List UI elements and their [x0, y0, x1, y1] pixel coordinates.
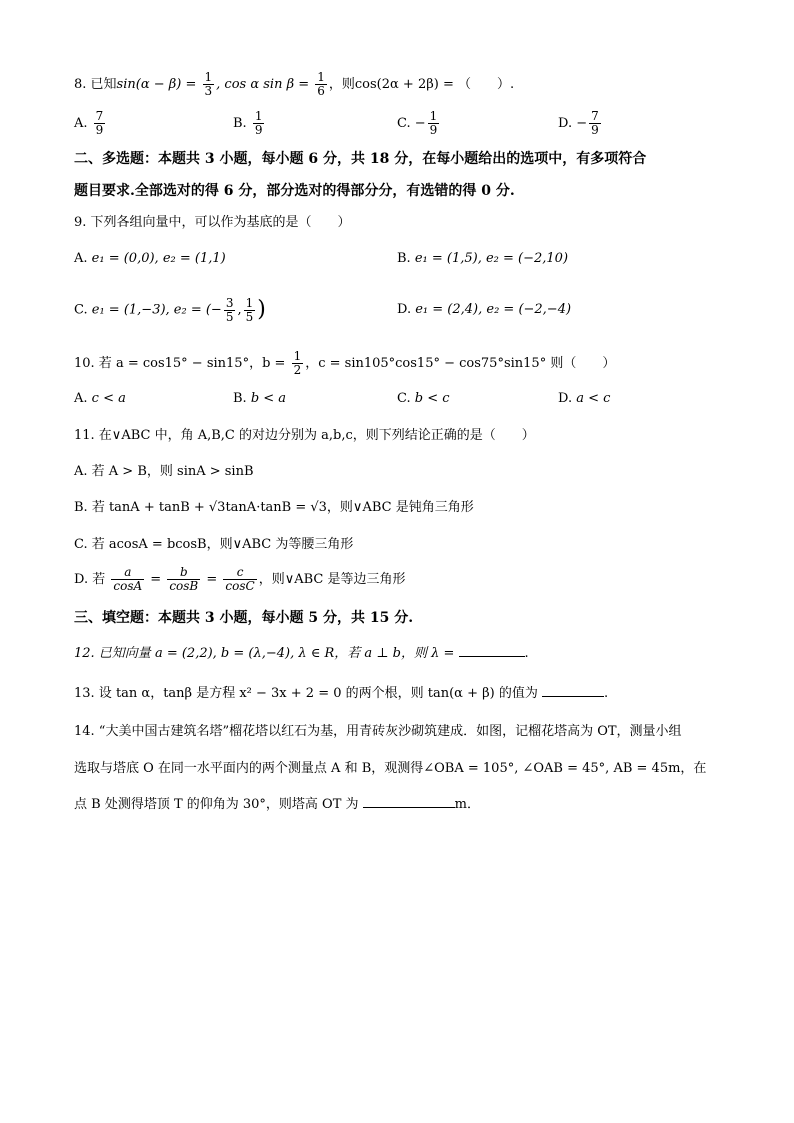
section-2-heading-line1: 二、多选题：本题共 3 小题，每小题 6 分，共 18 分，在每小题给出的选项中，有多项符合 — [74, 151, 647, 167]
q11-d-fraction-1: $\frac{a}{\cos A}$ — [113, 565, 143, 593]
question-8-stem — [74, 67, 514, 103]
question-14-line2: 选取与塔底 O 在同一水平面内的两个测量点 A 和 B，观测得∠OBA = 105°, ∠OAB = 45°, AB = 45m，在 — [74, 761, 707, 776]
q8-option-c-fraction: $\frac{1}{9}$ — [429, 109, 438, 137]
q12-answer-blank[interactable] — [459, 656, 525, 657]
q13-answer-blank[interactable] — [542, 696, 604, 697]
q10-option-c[interactable]: C. b < c — [397, 391, 450, 406]
q8-option-c[interactable]: C. − $\frac{1}{9}$ — [397, 109, 438, 137]
q8-option-a[interactable]: A. $\frac{7}{9}$ — [74, 109, 104, 137]
q10-option-b[interactable]: B. b < a — [233, 391, 287, 406]
q11-option-c[interactable]: C. 若 acosA = bcosB，则∨ABC 为等腰三角形 — [74, 537, 354, 552]
q8-option-d[interactable]: D. − $\frac{7}{9}$ — [558, 109, 599, 137]
q11-option-b[interactable]: B. 若 tanA + tanB + √3tanA·tanB = √3，则∨ABC 是钝角三角形 — [74, 500, 474, 515]
q8-stem-prefix: 8. 已知 — [74, 77, 117, 92]
q9-option-a-text: e₁ = (0,0), e₂ = (1,1) — [91, 251, 226, 266]
question-11-stem: 11. 在∨ABC 中，角 A,B,C 的对边分别为 a,b,c，则下列结论正确的是（ ） — [74, 428, 535, 443]
q10-option-a[interactable]: A. c < a — [74, 391, 126, 406]
q9-option-d[interactable]: D. e₁ = (2,4), e₂ = (−2,−4) — [397, 302, 572, 317]
q10-fraction: $\frac{1}{2}$ — [293, 349, 302, 377]
q11-option-d[interactable]: D. 若 $\frac{a}{\cos A}$ = $\frac{b}{\cos B}$ = $\frac{c}{\cos C}$ ，则∨ABC 是等边三角形 — [74, 565, 406, 593]
question-10-stem: 10. 若 a = cos15° − sin15°，b = $\frac{1}{2}$ ，c = sin105°cos15° − cos75°sin15° 则（ ） — [74, 349, 616, 377]
q9-option-d-text: e₁ = (2,4), e₂ = (−2,−4) — [415, 302, 572, 317]
q8-option-d-fraction: $\frac{7}{9}$ — [591, 109, 599, 137]
question-13-stem: 13. 设 tan α，tanβ 是方程 x² − 3x + 2 = 0 的两个根，则 tan(α + β) 的值为 . — [74, 686, 609, 701]
q9-option-c[interactable]: C. e₁ = (1,−3), e₂ = (− $\frac{3}{5}$ , $\frac{1}{5}$ ) — [74, 295, 266, 324]
q8-stem-suffix: ，则cos(2α + 2β) = （ ）. — [328, 77, 515, 92]
q9-option-c-fraction-2: $\frac{1}{5}$ — [245, 295, 254, 324]
q8-fraction-1: $\frac{1}{3}$ — [204, 70, 213, 98]
q9-option-c-fraction-1: $\frac{3}{5}$ — [225, 295, 234, 324]
q9-option-c-text: e₁ = (1,−3), e₂ = (− — [91, 302, 222, 318]
q9-option-b-text: e₁ = (1,5), e₂ = (−2,10) — [414, 251, 569, 266]
q8-option-b[interactable]: B. $\frac{1}{9}$ — [233, 109, 263, 137]
q11-d-fraction-3: $\frac{c}{\cos C}$ — [225, 565, 255, 593]
question-14-line1: 14. “大美中国古建筑名塔”榴花塔以红石为基，用青砖灰沙砌筑建成．如图，记榴花塔高为 OT，测量小组 — [74, 724, 682, 739]
q8-formula-part1: sin(α − β) = — [116, 77, 201, 92]
q14-answer-blank[interactable] — [363, 807, 455, 808]
q8-fraction-2: $\frac{1}{6}$ — [317, 70, 325, 98]
q11-option-a[interactable]: A. 若 A > B，则 sinA > sinB — [74, 464, 254, 479]
q11-d-fraction-2: $\frac{b}{\cos B}$ — [169, 565, 199, 593]
q10-option-d[interactable]: D. a < c — [558, 391, 611, 406]
section-2-heading-line2: 题目要求.全部选对的得 6 分，部分选对的得部分分，有选错的得 0 分. — [74, 183, 515, 199]
section-3-heading: 三、填空题：本题共 3 小题，每小题 5 分，共 15 分. — [74, 610, 414, 626]
q9-option-a[interactable]: A. e₁ = (0,0), e₂ = (1,1) — [74, 251, 226, 266]
question-9-stem: 9. 下列各组向量中，可以作为基底的是（ ） — [74, 215, 351, 230]
q8-option-b-fraction: $\frac{1}{9}$ — [254, 109, 263, 137]
q8-option-a-fraction: $\frac{7}{9}$ — [95, 109, 104, 137]
q9-option-b[interactable]: B. e₁ = (1,5), e₂ = (−2,10) — [397, 251, 569, 266]
question-14-line3: 点 B 处测得塔顶 T 的仰角为 30°，则塔高 OT 为 m． — [74, 797, 480, 812]
question-12-stem: 12. 已知向量 a = (2,2), b = (λ,−4), λ ∈ R，若 a ⊥ b，则 λ = . — [74, 646, 529, 661]
q8-formula-part2: , cos α sin β = — [216, 77, 314, 92]
